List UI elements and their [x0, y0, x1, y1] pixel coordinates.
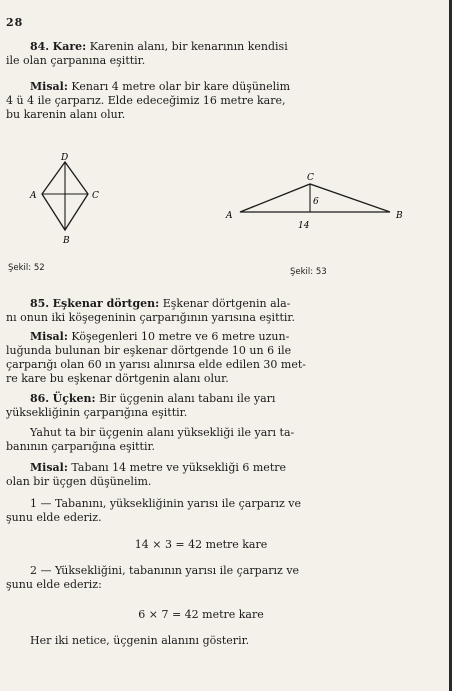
fig53-label-base: 14 — [298, 221, 310, 231]
fig52-label-top: D — [61, 153, 69, 163]
figure-52-caption: Şekil: 52 — [8, 263, 45, 273]
s85-example-text2: luğunda bulunan bir eşkenar dörtgende 10 un 6 ile — [6, 344, 292, 357]
s84-example-text1: Kenarı 4 metre olar bir kare düşünelim — [71, 80, 291, 93]
s84-title: Kare: — [52, 40, 87, 53]
s86-misal-label: Misal: — [30, 461, 68, 474]
figure-52-rhombus — [20, 150, 130, 260]
s85-example-text4: re kare bu eşkenar dörtgenin alanı olur. — [6, 372, 229, 385]
s85-example-line1 — [30, 330, 396, 343]
fig53-label-height: 6 — [313, 197, 319, 207]
fig53-label-left: A — [226, 211, 233, 221]
fig52-label-right: C — [92, 191, 99, 201]
s86-text4: banının çarparığına eşittir. — [6, 440, 156, 453]
s86-step1-line2: şunu elde ederiz. — [6, 511, 102, 524]
s85-example-text1: Köşegenleri 10 metre ve 6 metre uzun- — [71, 330, 290, 343]
s86-step1-line1: 1 — Tabanını, yüksekliğinin yarısı ile çarparız ve — [30, 497, 302, 510]
s84-line1 — [30, 40, 396, 53]
s85-misal-label: Misal: — [30, 330, 68, 343]
s86-equation1: 14 × 3 = 42 metre kare — [134, 538, 268, 551]
s86-text3: Yahut ta bir üçgenin alanı yüksekliği ile yarı ta- — [30, 426, 295, 439]
s86-line1 — [30, 392, 396, 405]
s85-example-text3: çarparığı olan 60 ın yarısı alınırsa elde edilen 30 met- — [6, 358, 306, 371]
fig52-label-left: A — [30, 191, 37, 201]
figure-53-caption: Şekil: 53 — [290, 267, 327, 277]
s86-example-line1 — [30, 461, 396, 474]
s85-text2: nı onun iki köşegeninin çarparığının yarısına eşittir. — [6, 311, 295, 324]
s84-example-text3: bu karenin alanı olur. — [6, 108, 126, 121]
s84-number: 84. — [30, 40, 50, 53]
s84-text1: Karenin alanı, bir kenarının kendisi — [89, 40, 288, 53]
s85-number: 85. — [30, 297, 50, 310]
page-number: 28 — [6, 16, 24, 29]
s86-text2: yüksekliğinin çarparığına eşittir. — [6, 406, 188, 419]
s85-text1: Eşkenar dörtgenin ala- — [162, 297, 291, 310]
s86-example-text2: olan bir üçgen düşünelim. — [6, 475, 152, 488]
s86-equation2: 6 × 7 = 42 metre kare — [138, 608, 264, 621]
s85-line1 — [30, 297, 396, 310]
fig52-label-bottom: B — [63, 236, 70, 246]
s85-title: Eşkenar dörtgen: — [52, 297, 160, 310]
s84-example-text2: 4 ü 4 ile çarparız. Elde edeceğimiz 16 metre kare, — [6, 94, 286, 107]
figure-53-triangle — [220, 168, 410, 238]
fig53-label-top: C — [307, 173, 314, 183]
s86-example-text1: Tabanı 14 metre ve yüksekliği 6 metre — [71, 461, 287, 474]
s84-example-line1 — [30, 80, 396, 93]
s86-text1: Bir üçgenin alanı tabanı ile yarı — [99, 392, 276, 405]
s86-step2-line2: şunu elde ederiz: — [6, 578, 102, 591]
s86-number: 86. — [30, 392, 50, 405]
s86-step2-line1: 2 — Yüksekliğini, tabanının yarısı ile çarparız ve — [30, 564, 300, 577]
s86-title: Üçken: — [52, 392, 96, 405]
fig53-label-right: B — [396, 211, 403, 221]
s86-conclusion: Her iki netice, üçgenin alanını gösterir. — [30, 634, 250, 647]
s84-misal-label: Misal: — [30, 80, 68, 93]
s84-text2: ile olan çarpanına eşittir. — [6, 54, 146, 67]
